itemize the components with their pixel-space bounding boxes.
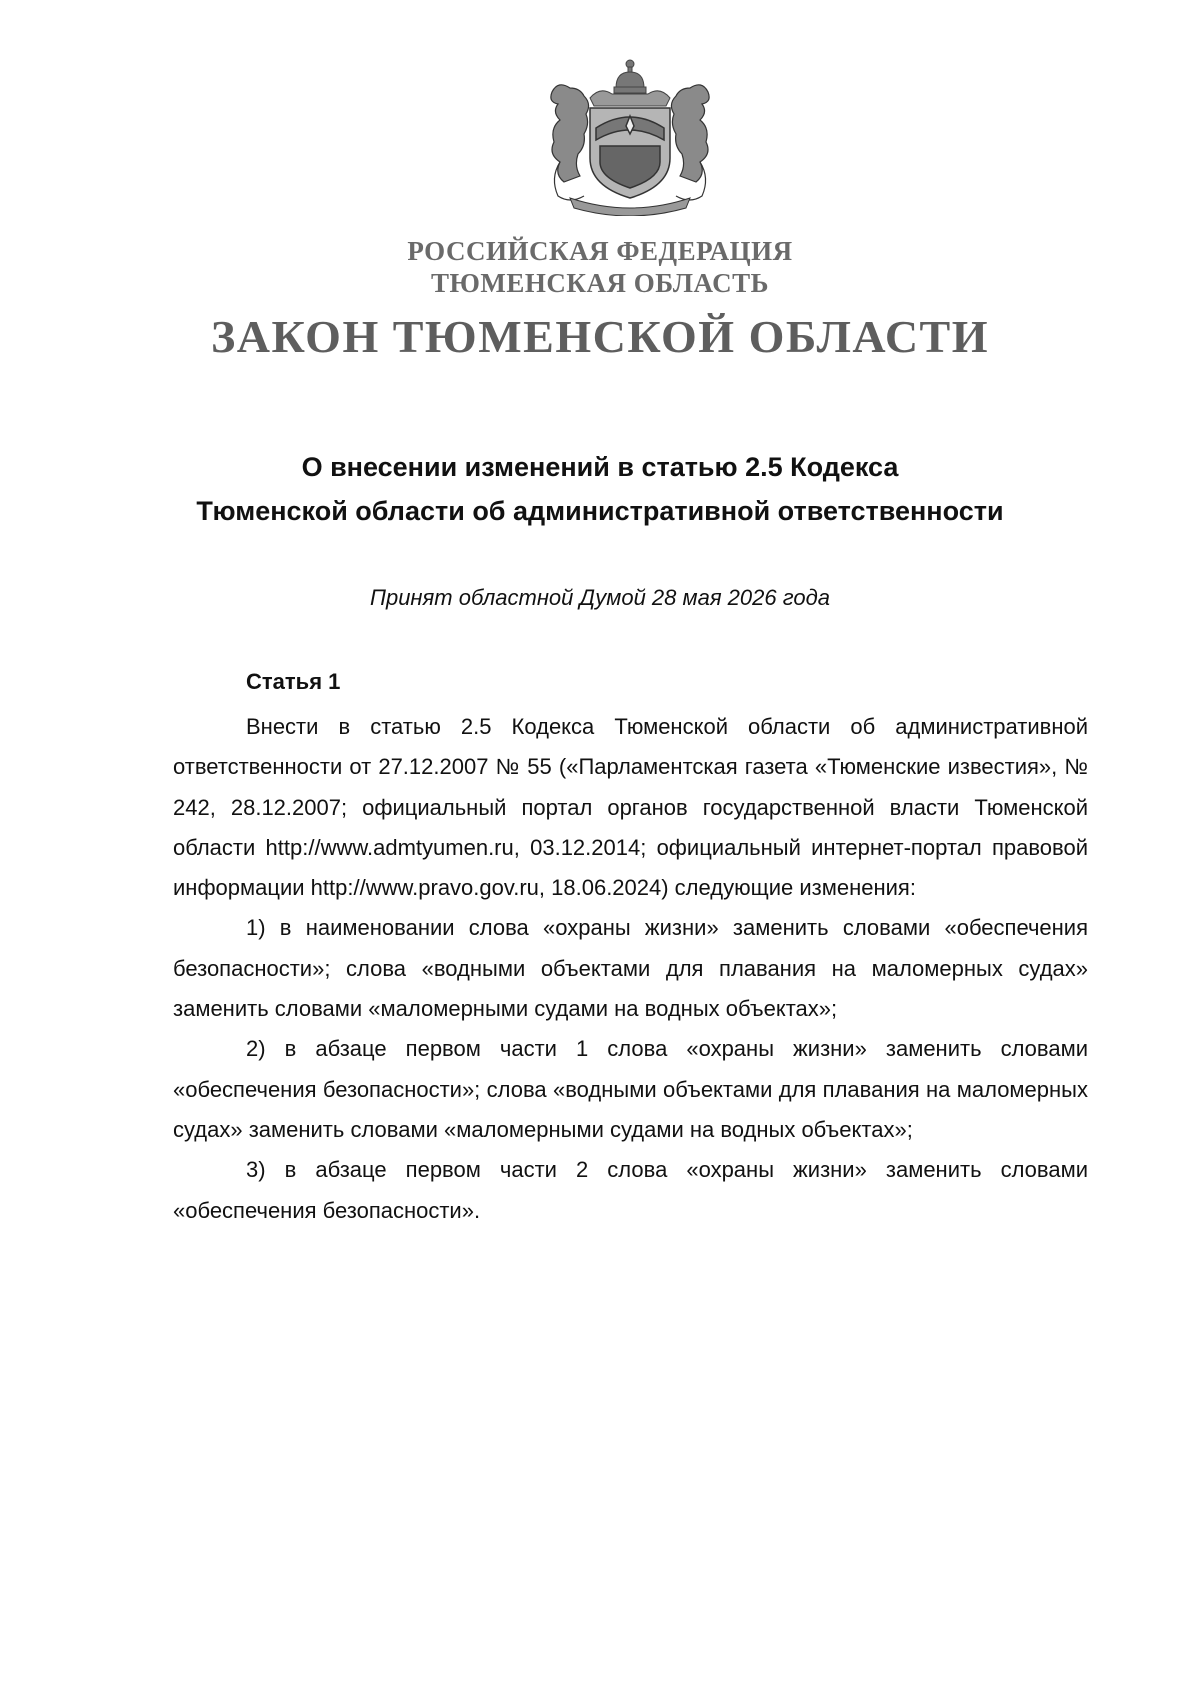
article-paragraph-item-2: 2) в абзаце первом части 1 слова «охраны жизни» заменить словами «обеспечения безопасности»; слова «водными объектами для плавания на маломерных судах» заменить словами «маломерными судами на водных объектах»; <box>173 1036 1088 1142</box>
article-paragraph-intro: Внести в статью 2.5 Кодекса Тюменской области об административной ответственности от 27.12.2007 № 55 («Парламентская газета «Тюменские известия», № 242, 28.12.2007; официальный портал органов государственной власти Тюменской области http://www.admtyumen.ru, 03.12.2014; официальный интернет-портал правовой информации http://www.pravo.gov.ru, 18.06.2024) следующие изменения: <box>173 714 1088 901</box>
article-heading: Статья 1 <box>246 669 341 694</box>
adoption-note: Принят областной Думой 28 мая 2026 года <box>370 585 830 610</box>
law-title-line-1: О внесении изменений в статью 2.5 Кодекса <box>301 452 899 482</box>
coat-of-arms-icon <box>530 58 730 216</box>
header-region: ТЮМЕНСКАЯ ОБЛАСТЬ <box>430 268 770 298</box>
article-paragraph-item-1: 1) в наименовании слова «охраны жизни» заменить словами «обеспечения безопасности»; слова «водными объектами для плавания на маломерных судах» заменить словами «маломерными судами на водных объектах»; <box>173 915 1088 1022</box>
article-paragraph-item-3: 3) в абзаце первом части 2 слова «охраны жизни» заменить словами «обеспечения безопасности». <box>173 1157 1088 1223</box>
law-title-line-2: Тюменской области об административной ответственности <box>196 496 1004 526</box>
header-country: РОССИЙСКАЯ ФЕДЕРАЦИЯ <box>407 236 793 266</box>
article-body <box>173 707 1088 1231</box>
header-document-type: ЗАКОН ТЮМЕНСКОЙ ОБЛАСТИ <box>210 311 990 362</box>
